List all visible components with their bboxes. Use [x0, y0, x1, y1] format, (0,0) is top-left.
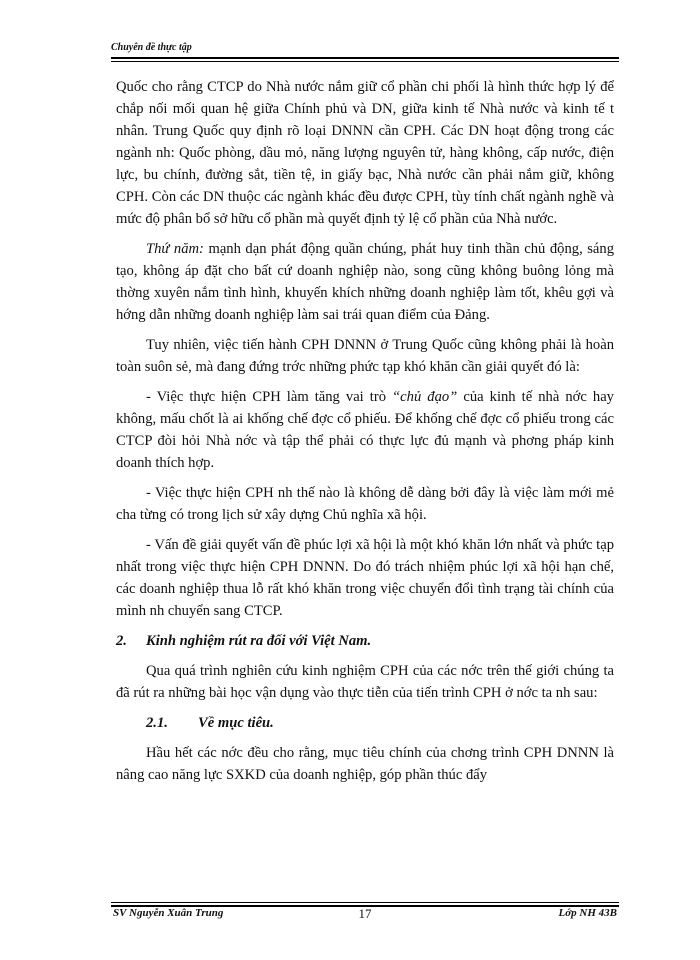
header-rule-thick [111, 57, 619, 59]
header-title: Chuyên đề thực tập [111, 42, 192, 53]
section-title-2: Kinh nghiệm rút ra đối với Việt Nam. [146, 633, 372, 649]
paragraph-2 [116, 238, 614, 326]
paragraph-1: Quốc cho rằng CTCP do Nhà nước nắm giữ cổ phần chi phối là hình thức hợp lý để chắp nối mối quan hệ giữa Chính phủ và DN, giữa kinh tế Nhà nước và kinh tế t nhân. Trung Quốc quy định rõ loại DNNN cần CPH. Các DN hoạt động trong các ngành nh: Quốc phòng, dầu mỏ, năng lượng nguyên tử, hàng không, cấp nước, điện lực, bu chính, đường sắt, tiền tệ, in giấy bạc, Nhà nước cần phải nắm giữ, không CPH. Còn các DN thuộc các ngành khác đều được CPH, tùy tính chất ngành nghề và mức độ phân bổ sở hữu cổ phần mà quyết định tỷ lệ cổ phần của Nhà nước. [116, 79, 614, 227]
subsection-number-2-1: 2.1. [146, 715, 168, 731]
page-number: 17 [358, 906, 372, 921]
subsection-title-2-1: Về mục tiêu. [198, 715, 274, 731]
section-heading-2 [116, 630, 614, 652]
paragraph-4-text-b: của kinh tế nhà nớc hay không, mấu chốt là ai khống chế đợc cổ phiếu. Để khống chế đợc cổ phiếu trong các CTCP đòi hỏi Nhà nớc và tập thể phải có thực lực đủ mạnh và phơng pháp kinh doanh thích hợp. [116, 389, 614, 471]
footer-rule-thin [111, 902, 619, 903]
page-header [111, 40, 619, 66]
footer-class: Lớp NH 43B [558, 907, 617, 919]
paragraph-3: Tuy nhiên, việc tiến hành CPH DNNN ở Trung Quốc cũng không phải là hoàn toàn suôn sẻ, mà đang đứng trớc những phức tạp khó khăn cần giải quyết đó là: [116, 337, 614, 375]
paragraph-4 [116, 386, 614, 474]
paragraph-6: - Vấn đề giải quyết vấn đề phúc lợi xã hội là một khó khăn lớn nhất và phức tạp nhất trong việc thực hiện CPH DNNN. Do đó trách nhiệm phúc lợi xã hội hạn chế, các doanh nghiệp thua lỗ rất khó khăn trong việc chuyển đổi tình trạng tài chính của mình nh chuyển sang CTCP. [116, 537, 614, 619]
header-rule-thin [111, 61, 619, 62]
paragraph-8: Hầu hết các nớc đều cho rằng, mục tiêu chính của chơng trình CPH DNNN là nâng cao năng lực SXKD của doanh nghiệp, góp phần thúc đẩy [116, 745, 614, 783]
footer-author: SV Nguyễn Xuân Trung [113, 907, 224, 919]
paragraph-2-text: mạnh dạn phát động quần chúng, phát huy tinh thần chủ động, sáng tạo, không áp đặt cho bất cứ doanh nghiệp nào, song cũng không buông lỏng mà thờng xuyên nắm tình hình, khuyến khích những doanh nghiệp làm tốt, khêu gợi và hớng dẫn những doanh nghiệp làm sai trái quan điểm của Đảng. [116, 241, 615, 323]
paragraph-4-text-a: - Việc thực hiện CPH làm tăng vai trò [146, 389, 393, 405]
paragraph-7: Qua quá trình nghiên cứu kinh nghiệm CPH của các nớc trên thế giới chúng ta đã rút ra những bài học vận dụng vào thực tiễn của tiến trình CPH ở nớc ta nh sau: [116, 663, 614, 701]
section-number-2: 2. [116, 633, 127, 649]
paragraph-4-quote: “chủ đạo” [392, 389, 458, 405]
document-body [116, 76, 614, 794]
subsection-heading-2-1 [146, 712, 614, 734]
paragraph-5: - Việc thực hiện CPH nh thế nào là không dễ dàng bởi đây là việc làm mới mẻ cha từng có trong lịch sử xây dựng Chủ nghĩa xã hội. [116, 485, 614, 523]
page-footer [111, 902, 619, 932]
paragraph-2-lead: Thứ năm: [146, 241, 204, 257]
